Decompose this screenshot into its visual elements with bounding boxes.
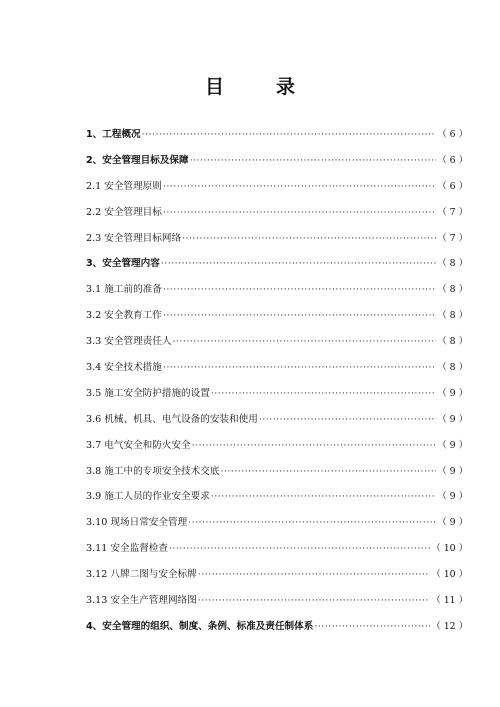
- toc-entry[interactable]: [86, 230, 468, 256]
- toc-entry-label: 3.12 八牌二图与安全标牌: [86, 569, 197, 581]
- toc-entry[interactable]: [86, 488, 468, 514]
- toc-entry[interactable]: [86, 411, 468, 437]
- toc-entry[interactable]: [86, 255, 468, 281]
- title-char-2: 录: [276, 76, 296, 98]
- toc-entry-page-number: （ 8 ）: [437, 258, 468, 270]
- dot-leader: [142, 129, 437, 140]
- dot-leader: [182, 233, 436, 244]
- dot-leader: [163, 284, 436, 295]
- toc-entry-page-number: （ 7 ）: [437, 232, 468, 244]
- toc-entry-label: 1、工程概况: [86, 129, 141, 140]
- dot-leader: [220, 466, 436, 477]
- toc-entry-label: 2.3 安全管理目标网络: [86, 232, 182, 244]
- dot-leader: [198, 569, 431, 580]
- toc-entry[interactable]: [86, 281, 468, 307]
- dot-leader: [163, 207, 436, 218]
- toc-entry-page-number: （ 6 ）: [437, 154, 468, 166]
- toc-entry[interactable]: [86, 359, 468, 385]
- toc-entry-page-number: （ 6 ）: [437, 180, 468, 192]
- toc-entry-label: 3.5 施工安全防护措施的设置: [86, 387, 210, 399]
- dot-leader: [259, 414, 437, 425]
- dot-leader: [192, 440, 437, 451]
- title-char-1: 目: [204, 76, 224, 98]
- toc-entry-label: 3、安全管理内容: [86, 258, 160, 270]
- toc-entry-label: 3.9 施工人员的作业安全要求: [86, 491, 210, 503]
- toc-entry[interactable]: [86, 437, 468, 463]
- toc-entry-label: 3.3 安全管理责任人: [86, 336, 172, 348]
- toc-entry-label: 3.11 安全监督检查: [86, 543, 168, 555]
- toc-entry-page-number: （ 9 ）: [437, 439, 468, 451]
- dot-leader: [161, 258, 436, 269]
- toc-entry-label: 3.2 安全教育工作: [86, 310, 162, 322]
- toc-entry-label: 3.13 安全生产管理网络图: [86, 595, 197, 607]
- toc-entry-label: 4、安全管理的组织、制度、条例、标准及责任制体系: [86, 620, 314, 632]
- toc-entry[interactable]: [86, 307, 468, 333]
- toc-entry-page-number: （ 11 ）: [431, 595, 468, 607]
- toc-entry-page-number: （ 9 ）: [437, 387, 468, 399]
- toc-entry-page-number: （ 7 ）: [437, 206, 468, 218]
- toc-entry[interactable]: [86, 152, 468, 178]
- toc-entry[interactable]: [86, 204, 468, 230]
- dot-leader: [198, 595, 431, 606]
- toc-entry[interactable]: [86, 592, 468, 618]
- page-title: [0, 72, 500, 99]
- toc-entry-label: 3.8 施工中的专项安全技术交底: [86, 465, 220, 477]
- toc-entry-page-number: （ 9 ）: [437, 517, 468, 529]
- toc-entry-label: 2.1 安全管理原则: [86, 180, 162, 192]
- dot-leader: [172, 336, 436, 347]
- toc-entry-page-number: （ 9 ）: [437, 465, 468, 477]
- dot-leader: [190, 155, 437, 166]
- toc-entry[interactable]: [86, 566, 468, 592]
- dot-leader: [169, 543, 430, 554]
- toc-entry-page-number: （ 10 ）: [431, 543, 468, 555]
- toc-entry[interactable]: [86, 126, 468, 152]
- toc-entry-label: 3.1 施工前的准备: [86, 284, 162, 296]
- toc-entry[interactable]: [86, 514, 468, 540]
- toc-entry-page-number: （ 8 ）: [437, 362, 468, 374]
- toc-entry[interactable]: [86, 178, 468, 204]
- dot-leader: [188, 517, 436, 528]
- toc-entry-page-number: （ 8 ）: [437, 336, 468, 348]
- toc-entry[interactable]: [86, 385, 468, 411]
- dot-leader: [163, 181, 436, 192]
- toc-entry-page-number: （ 9 ）: [437, 491, 468, 503]
- dot-leader: [314, 621, 430, 632]
- toc-entry-page-number: （ 8 ）: [437, 284, 468, 296]
- toc-entry[interactable]: [86, 333, 468, 359]
- toc-entry-label: 3.7 电气安全和防火安全: [86, 439, 191, 451]
- toc-entry[interactable]: [86, 618, 468, 644]
- toc-entry-page-number: （ 8 ）: [437, 310, 468, 322]
- table-of-contents: [86, 126, 468, 644]
- toc-entry-label: 2、安全管理目标及保障: [86, 154, 189, 166]
- dot-leader: [211, 388, 436, 399]
- toc-entry-page-number: （ 10 ）: [431, 569, 468, 581]
- toc-entry[interactable]: [86, 463, 468, 489]
- toc-entry-label: 2.2 安全管理目标: [86, 206, 162, 218]
- dot-leader: [163, 362, 436, 373]
- toc-entry-page-number: （ 6 ）: [437, 129, 468, 140]
- dot-leader: [211, 491, 436, 502]
- toc-entry-label: 3.10 现场日常安全管理: [86, 517, 188, 529]
- toc-entry-page-number: （ 12 ）: [431, 620, 468, 632]
- toc-entry[interactable]: [86, 540, 468, 566]
- toc-entry-label: 3.4 安全技术措施: [86, 362, 162, 374]
- dot-leader: [163, 310, 436, 321]
- toc-entry-label: 3.6 机械、机具、电气设备的安装和使用: [86, 413, 258, 425]
- toc-entry-page-number: （ 9 ）: [437, 413, 468, 425]
